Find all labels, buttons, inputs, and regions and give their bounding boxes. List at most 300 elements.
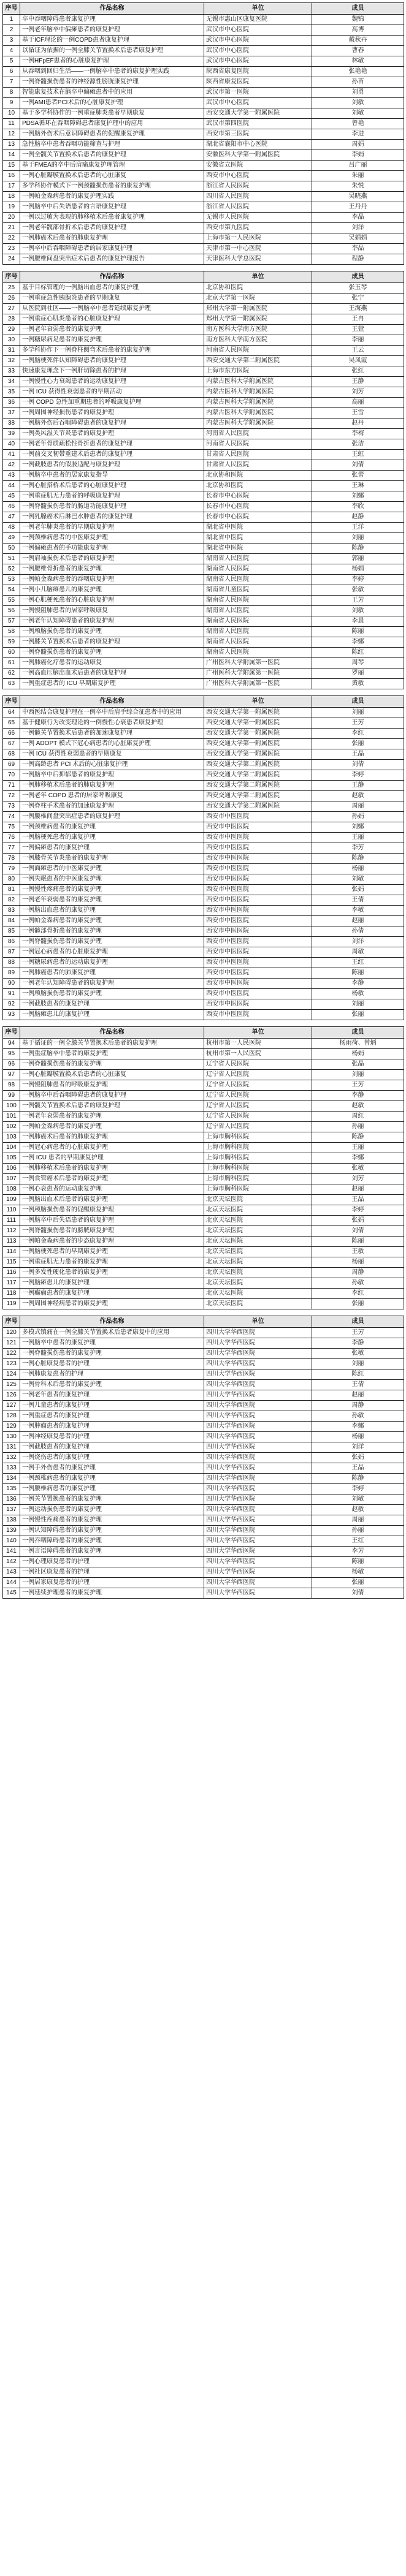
row-title: 一例重症肌无力患者的康复护理 — [20, 1257, 204, 1268]
row-title: 一例老年认知障碍患者的康复护理 — [20, 616, 204, 627]
row-title: 一例重症心肌炎患者的心脏康复护理 — [20, 314, 204, 325]
table-row — [3, 564, 404, 575]
table-row — [3, 192, 404, 202]
row-members: 张蕾 — [312, 471, 404, 481]
row-members: 周红 — [312, 1112, 404, 1122]
row-unit: 西安市中医医院 — [204, 989, 312, 999]
row-title: 一例颅脑损伤患者的康复护理 — [20, 989, 204, 999]
row-number: 142 — [3, 1557, 20, 1567]
row-unit: 上海市胸科医院 — [204, 1132, 312, 1143]
table-row — [3, 471, 404, 481]
table-row — [3, 408, 404, 419]
row-members: 曹春 — [312, 46, 404, 56]
row-unit: 四川大学华西医院 — [204, 1349, 312, 1359]
header-members: 成员 — [312, 3, 404, 15]
row-title: 基于目标管理的一例脑出血患者的康复护理 — [20, 283, 204, 294]
table-row — [3, 708, 404, 718]
row-members: 李芳 — [312, 1547, 404, 1557]
row-members: 张晶 — [312, 1059, 404, 1070]
table-row — [3, 1091, 404, 1101]
row-members: 张宁 — [312, 294, 404, 304]
row-unit: 西安交通大学第二附属医院 — [204, 801, 312, 812]
row-title: 一例截肢患者的康复护理 — [20, 999, 204, 1010]
row-number: 140 — [3, 1536, 20, 1547]
row-number: 21 — [3, 223, 20, 233]
row-title: 一例肿瘤患者的康复护理 — [20, 1422, 204, 1432]
row-unit: 西安市中心医院 — [204, 171, 312, 181]
row-unit: 河南省人民医院 — [204, 346, 312, 356]
row-members: 孙倩 — [312, 926, 404, 937]
row-unit: 北京天坛医院 — [204, 1268, 312, 1278]
row-number: 37 — [3, 408, 20, 419]
row-number: 80 — [3, 874, 20, 885]
row-unit: 湖南省人民医院 — [204, 637, 312, 648]
table-row — [3, 1122, 404, 1132]
table-row — [3, 254, 404, 265]
row-unit: 武汉市中心医院 — [204, 46, 312, 56]
row-members: 王晶 — [312, 1463, 404, 1474]
row-number: 122 — [3, 1349, 20, 1359]
row-members: 王倩 — [312, 895, 404, 906]
row-unit: 湖北省中医院 — [204, 523, 312, 533]
row-unit: 四川大学华西医院 — [204, 1526, 312, 1536]
row-unit: 北京协和医院 — [204, 283, 312, 294]
row-members: 王海燕 — [312, 304, 404, 314]
row-title: 一例脊髓损伤患者的膀胱康复护理 — [20, 1226, 204, 1237]
row-members: 刘敏 — [312, 874, 404, 885]
row-unit: 北京大学第一医院 — [204, 294, 312, 304]
row-unit: 西安市中医医院 — [204, 926, 312, 937]
row-members: 孙敏 — [312, 1278, 404, 1289]
table-header-row — [3, 271, 404, 283]
header-members: 成员 — [312, 271, 404, 283]
row-number: 32 — [3, 356, 20, 366]
row-unit: 河南省人民医院 — [204, 429, 312, 439]
row-title: 一例肺癌患者的肺康复护理 — [20, 968, 204, 979]
table-row — [3, 1369, 404, 1380]
row-title: 一例慢阻肺患者的呼吸康复护理 — [20, 1080, 204, 1091]
row-number: 69 — [3, 760, 20, 770]
row-members: 王静 — [312, 781, 404, 791]
header-no: 序号 — [3, 696, 20, 708]
row-title: 一例老年髋部骨折术后患者的康复护理 — [20, 223, 204, 233]
row-unit: 甘肃省人民医院 — [204, 460, 312, 471]
row-members: 王红 — [312, 1536, 404, 1547]
row-number: 131 — [3, 1442, 20, 1453]
row-title: 一例颅脑损伤患者的促醒康复护理 — [20, 1205, 204, 1216]
row-title: 从医院到社区——一例脑卒中患者延续康复护理 — [20, 304, 204, 314]
header-no: 序号 — [3, 1027, 20, 1039]
table-row — [3, 1505, 404, 1515]
row-unit: 北京天坛医院 — [204, 1216, 312, 1226]
row-number: 38 — [3, 419, 20, 429]
table-row — [3, 1195, 404, 1205]
row-members: 王丽 — [312, 1143, 404, 1153]
row-unit: 武汉市第一医院 — [204, 88, 312, 98]
table-row — [3, 1153, 404, 1164]
row-number: 130 — [3, 1432, 20, 1442]
table-row — [3, 1328, 404, 1338]
row-unit: 西安市中医医院 — [204, 854, 312, 864]
row-members: 王雪 — [312, 408, 404, 419]
row-title: 一例老年衰弱患者的康复护理 — [20, 895, 204, 906]
row-number: 45 — [3, 491, 20, 502]
table-row — [3, 366, 404, 377]
row-title: 一例颈椎病患者的康复护理 — [20, 1474, 204, 1484]
row-title: 一例肺康复患者的护理 — [20, 1369, 204, 1380]
table-row — [3, 554, 404, 564]
row-unit: 西安交通大学第一附属医院 — [204, 718, 312, 729]
row-unit: 广州医科大学附属第一医院 — [204, 669, 312, 679]
table-row — [3, 1536, 404, 1547]
row-members: 王倩 — [312, 1380, 404, 1390]
row-unit: 西安交通大学第二附属医院 — [204, 770, 312, 781]
row-title: 一例帕金森病患者的步态康复护理 — [20, 1237, 204, 1247]
row-title: 一例运动损伤患者的康复护理 — [20, 1505, 204, 1515]
row-members: 陈丽 — [312, 1557, 404, 1567]
row-title: 一例心衰患者的运动康复护理 — [20, 1184, 204, 1195]
row-title: 一例脑瘫患儿的康复护理 — [20, 1010, 204, 1020]
row-number: 84 — [3, 916, 20, 926]
row-members: 张洁 — [312, 439, 404, 450]
row-unit: 四川大学华西医院 — [204, 1515, 312, 1526]
row-title: 一例手外伤患者的康复护理 — [20, 1463, 204, 1474]
row-number: 85 — [3, 926, 20, 937]
row-members: 张丽 — [312, 1578, 404, 1588]
row-title: 一例慢性疼痛患者的康复护理 — [20, 885, 204, 895]
row-number: 89 — [3, 968, 20, 979]
row-unit: 北京天坛医院 — [204, 1195, 312, 1205]
row-number: 24 — [3, 254, 20, 265]
row-title: 一例截肢患者的康复护理 — [20, 1442, 204, 1453]
row-title: 一例心理康复患者的护理 — [20, 1557, 204, 1567]
row-unit: 西安市中医医院 — [204, 864, 312, 874]
row-unit: 四川省人民医院 — [204, 192, 312, 202]
row-number: 92 — [3, 999, 20, 1010]
row-title: 多学科协作模式下一例颈髓损伤患者的康复护理 — [20, 181, 204, 192]
row-title: 智能康复技术在脑卒中偏瘫患者中的应用 — [20, 88, 204, 98]
row-members: 王芳 — [312, 1080, 404, 1091]
row-members: 李欣 — [312, 502, 404, 512]
row-unit: 北京天坛医院 — [204, 1299, 312, 1309]
row-title: 一例脊髓损伤患者的康复护理 — [20, 937, 204, 947]
row-members: 朱悦 — [312, 181, 404, 192]
row-unit: 杭州市第一人民医院 — [204, 1039, 312, 1049]
row-unit: 四川大学华西医院 — [204, 1390, 312, 1401]
row-number: 9 — [3, 98, 20, 108]
table-row — [3, 1289, 404, 1299]
row-members: 刘敏 — [312, 606, 404, 616]
table-row — [3, 596, 404, 606]
table-row — [3, 1578, 404, 1588]
row-number: 23 — [3, 244, 20, 254]
row-unit: 西安交通大学第一附属医院 — [204, 708, 312, 718]
row-number: 108 — [3, 1184, 20, 1195]
table-row — [3, 885, 404, 895]
row-title: 一例高血压脑出血术后患者的康复护理 — [20, 669, 204, 679]
row-members: 刘丽 — [312, 1359, 404, 1369]
row-title: 一例老年骨质疏松性骨折患者的康复护理 — [20, 439, 204, 450]
row-number: 43 — [3, 471, 20, 481]
row-members: 陈红 — [312, 1369, 404, 1380]
row-unit: 内蒙古医科大学附属医院 — [204, 387, 312, 398]
table-row — [3, 356, 404, 366]
row-members: 陈静 — [312, 854, 404, 864]
table-row — [3, 1474, 404, 1484]
row-number: 53 — [3, 575, 20, 585]
row-unit: 上海市东方医院 — [204, 366, 312, 377]
row-unit: 辽宁省人民医院 — [204, 1059, 312, 1070]
table-row — [3, 88, 404, 98]
row-number: 70 — [3, 770, 20, 781]
row-number: 65 — [3, 718, 20, 729]
row-members: 周敏 — [312, 947, 404, 958]
table-row — [3, 419, 404, 429]
table-row — [3, 916, 404, 926]
header-unit: 单位 — [204, 271, 312, 283]
row-unit: 湖南省人民医院 — [204, 606, 312, 616]
row-title: 中西医结合康复护理在一例卒中后肩手综合征患者中的应用 — [20, 708, 204, 718]
row-unit: 天津市第一中心医院 — [204, 244, 312, 254]
table-row — [3, 481, 404, 491]
row-members: 杨丽 — [312, 1432, 404, 1442]
table-row — [3, 1299, 404, 1309]
row-title: 快速康复理念下一例肝切除患者的护理 — [20, 366, 204, 377]
header-title: 作品名称 — [20, 3, 204, 15]
row-members: 刘洋 — [312, 937, 404, 947]
row-number: 12 — [3, 129, 20, 140]
row-members: 高丽 — [312, 398, 404, 408]
row-title: 一例腰椎间盘突出症患者的康复护理 — [20, 812, 204, 822]
row-number: 40 — [3, 439, 20, 450]
row-number: 128 — [3, 1411, 20, 1422]
row-title: 一例脑卒中后吞咽障碍患者的康复护理 — [20, 1091, 204, 1101]
row-title: 一例前交叉韧带重建术后患者的康复护理 — [20, 450, 204, 460]
row-unit: 无锡市惠山区康复医院 — [204, 15, 312, 25]
row-members: 刘倩 — [312, 1226, 404, 1237]
table-row — [3, 1547, 404, 1557]
row-unit: 西安交通大学第一附属医院 — [204, 749, 312, 760]
table-row — [3, 627, 404, 637]
row-title: 一例髋关节置换术后患者的康复护理 — [20, 1101, 204, 1112]
table-row — [3, 1257, 404, 1268]
row-unit: 湖南省人民医院 — [204, 596, 312, 606]
row-unit: 西安市中医医院 — [204, 968, 312, 979]
row-title: 从吞咽到回归生活——一例脑卒中患者的康复护理实践 — [20, 67, 204, 77]
row-title: 一例以过敏为表现的肺移植术后患者康复护理 — [20, 213, 204, 223]
row-number: 25 — [3, 283, 20, 294]
row-unit: 四川大学华西医院 — [204, 1494, 312, 1505]
row-unit: 北京天坛医院 — [204, 1237, 312, 1247]
row-number: 6 — [3, 67, 20, 77]
row-title: 一例 COPD 急性加重期患者的呼吸康复护理 — [20, 398, 204, 408]
table-row — [3, 1247, 404, 1257]
row-unit: 湖南省人民医院 — [204, 575, 312, 585]
row-unit: 湖南省人民医院 — [204, 554, 312, 564]
row-unit: 湖南省人民医院 — [204, 616, 312, 627]
table-row — [3, 129, 404, 140]
row-members: 刘丽 — [312, 999, 404, 1010]
table-row — [3, 1484, 404, 1494]
row-number: 44 — [3, 481, 20, 491]
table-row — [3, 1205, 404, 1216]
row-unit: 安徽医科大学第一附属医院 — [204, 150, 312, 161]
row-title: 一例老年认知障碍患者的康复护理 — [20, 979, 204, 989]
row-members: 杨娟 — [312, 1049, 404, 1059]
table-row — [3, 729, 404, 739]
row-number: 7 — [3, 77, 20, 88]
row-unit: 内蒙古医科大学附属医院 — [204, 408, 312, 419]
row-number: 49 — [3, 533, 20, 544]
row-number: 98 — [3, 1080, 20, 1091]
row-members: 张艳艳 — [312, 67, 404, 77]
row-members: 郭丽 — [312, 554, 404, 564]
row-members: 张丽 — [312, 1010, 404, 1020]
table-row — [3, 989, 404, 999]
row-members: 王虹 — [312, 450, 404, 460]
row-title: 一例冠心病患者的心脏康复护理 — [20, 947, 204, 958]
row-title: 一例脑卒中患者的居家康复指导 — [20, 471, 204, 481]
table-row — [3, 843, 404, 854]
row-number: 132 — [3, 1453, 20, 1463]
table-row — [3, 25, 404, 36]
table-row — [3, 512, 404, 523]
row-title: 一例神经康复患者的护理 — [20, 1432, 204, 1442]
row-members: 李进 — [312, 129, 404, 140]
row-unit: 四川大学华西医院 — [204, 1442, 312, 1453]
table-header-row — [3, 1027, 404, 1039]
table-row — [3, 15, 404, 25]
row-unit: 北京协和医院 — [204, 481, 312, 491]
row-number: 145 — [3, 1588, 20, 1599]
row-title: 一例社区康复患者的护理 — [20, 1567, 204, 1578]
row-title: 一例腰椎病患者的康复护理 — [20, 1484, 204, 1494]
row-number: 17 — [3, 181, 20, 192]
table-row — [3, 1080, 404, 1091]
row-unit: 内蒙古医科大学附属医院 — [204, 419, 312, 429]
row-title: 多学科协作下一例脊柱侧弯术后患者的康复护理 — [20, 346, 204, 356]
row-members: 周丽 — [312, 801, 404, 812]
row-title: 一例骨科术后患者的康复护理 — [20, 1380, 204, 1390]
row-number: 101 — [3, 1112, 20, 1122]
table-header-row — [3, 1316, 404, 1328]
row-number: 100 — [3, 1101, 20, 1112]
row-title: 一例周围神经损伤患者的康复护理 — [20, 408, 204, 419]
row-title: 一例老年患者的康复护理 — [20, 1390, 204, 1401]
row-title: 一例周围神经病患者的康复护理 — [20, 1299, 204, 1309]
row-title: 一例颈椎病患者的中医康复护理 — [20, 533, 204, 544]
row-members: 高博 — [312, 25, 404, 36]
row-title: 一例关节置换患者的康复护理 — [20, 1494, 204, 1505]
row-number: 134 — [3, 1474, 20, 1484]
table-row — [3, 1174, 404, 1184]
row-title: 一例脊髓损伤患者的神经源性膀胱康复护理 — [20, 77, 204, 88]
row-title: 一例老年衰弱患者的康复护理 — [20, 1112, 204, 1122]
row-unit: 南方医科大学南方医院 — [204, 335, 312, 346]
row-number: 55 — [3, 596, 20, 606]
table-row — [3, 1278, 404, 1289]
row-members: 王萱 — [312, 325, 404, 335]
row-members: 吴晓燕 — [312, 192, 404, 202]
row-members: 王丽 — [312, 833, 404, 843]
row-unit: 四川大学华西医院 — [204, 1484, 312, 1494]
row-title: 一例烧伤患者的康复护理 — [20, 1453, 204, 1463]
table-row — [3, 1411, 404, 1422]
row-number: 77 — [3, 843, 20, 854]
row-members: 李芳 — [312, 843, 404, 854]
table-row — [3, 213, 404, 223]
table-row — [3, 1010, 404, 1020]
row-unit: 湖南省儿童医院 — [204, 585, 312, 596]
row-unit: 西安市中医医院 — [204, 906, 312, 916]
table-row — [3, 502, 404, 512]
row-members: 孙娟 — [312, 812, 404, 822]
row-title: 一例AMI患者PCI术后的心脏康复护理 — [20, 98, 204, 108]
row-title: 一例多发性硬化患者的康复护理 — [20, 1268, 204, 1278]
table-row — [3, 523, 404, 533]
row-members: 杨娟 — [312, 564, 404, 575]
table-row — [3, 1039, 404, 1049]
row-members: 赵敏 — [312, 1101, 404, 1112]
row-members: 刘倩 — [312, 1588, 404, 1599]
row-unit: 西安市第九医院 — [204, 223, 312, 233]
row-unit: 四川大学华西医院 — [204, 1359, 312, 1369]
row-number: 141 — [3, 1547, 20, 1557]
row-unit: 武汉市中心医院 — [204, 56, 312, 67]
row-unit: 上海市第一人民医院 — [204, 233, 312, 244]
row-title: 一例乳腺癌术后淋巴水肿患者的康复护理 — [20, 512, 204, 523]
row-number: 83 — [3, 906, 20, 916]
row-title: 一例糖尿病患者的运动康复护理 — [20, 958, 204, 968]
row-number: 15 — [3, 161, 20, 171]
row-title: 基于多学科协作的一例重症肺炎患者早期康复 — [20, 108, 204, 119]
row-members: 张娟 — [312, 1453, 404, 1463]
table-row — [3, 947, 404, 958]
row-number: 135 — [3, 1484, 20, 1494]
row-title: 一例颅脑损伤患者的康复护理 — [20, 627, 204, 637]
table-row — [3, 1494, 404, 1505]
row-title: 一例HFpEF患者的心脏康复护理 — [20, 56, 204, 67]
row-unit: 武汉市中心医院 — [204, 36, 312, 46]
row-members: 罗丽 — [312, 669, 404, 679]
row-unit: 广州医科大学附属第一医院 — [204, 679, 312, 689]
row-members: 曾艳 — [312, 119, 404, 129]
row-unit: 长春市中心医院 — [204, 502, 312, 512]
table-row — [3, 244, 404, 254]
row-unit: 北京天坛医院 — [204, 1226, 312, 1237]
row-number: 34 — [3, 377, 20, 387]
row-number: 47 — [3, 512, 20, 523]
table-row — [3, 926, 404, 937]
table-row — [3, 1184, 404, 1195]
row-members: 王洋 — [312, 523, 404, 533]
row-unit: 武汉市中心医院 — [204, 98, 312, 108]
row-members: 刘敏 — [312, 1494, 404, 1505]
row-number: 71 — [3, 781, 20, 791]
row-unit: 上海市胸科医院 — [204, 1174, 312, 1184]
row-number: 111 — [3, 1216, 20, 1226]
row-members: 陈静 — [312, 1132, 404, 1143]
row-members: 吴凤霞 — [312, 356, 404, 366]
row-members: 王冉 — [312, 314, 404, 325]
row-members: 王晶 — [312, 1195, 404, 1205]
row-title: 一例癫痫患者的康复护理 — [20, 1289, 204, 1299]
row-number: 88 — [3, 958, 20, 968]
table-row — [3, 648, 404, 658]
table-row — [3, 833, 404, 843]
row-unit: 西安市中医医院 — [204, 916, 312, 926]
header-unit: 单位 — [204, 1316, 312, 1328]
